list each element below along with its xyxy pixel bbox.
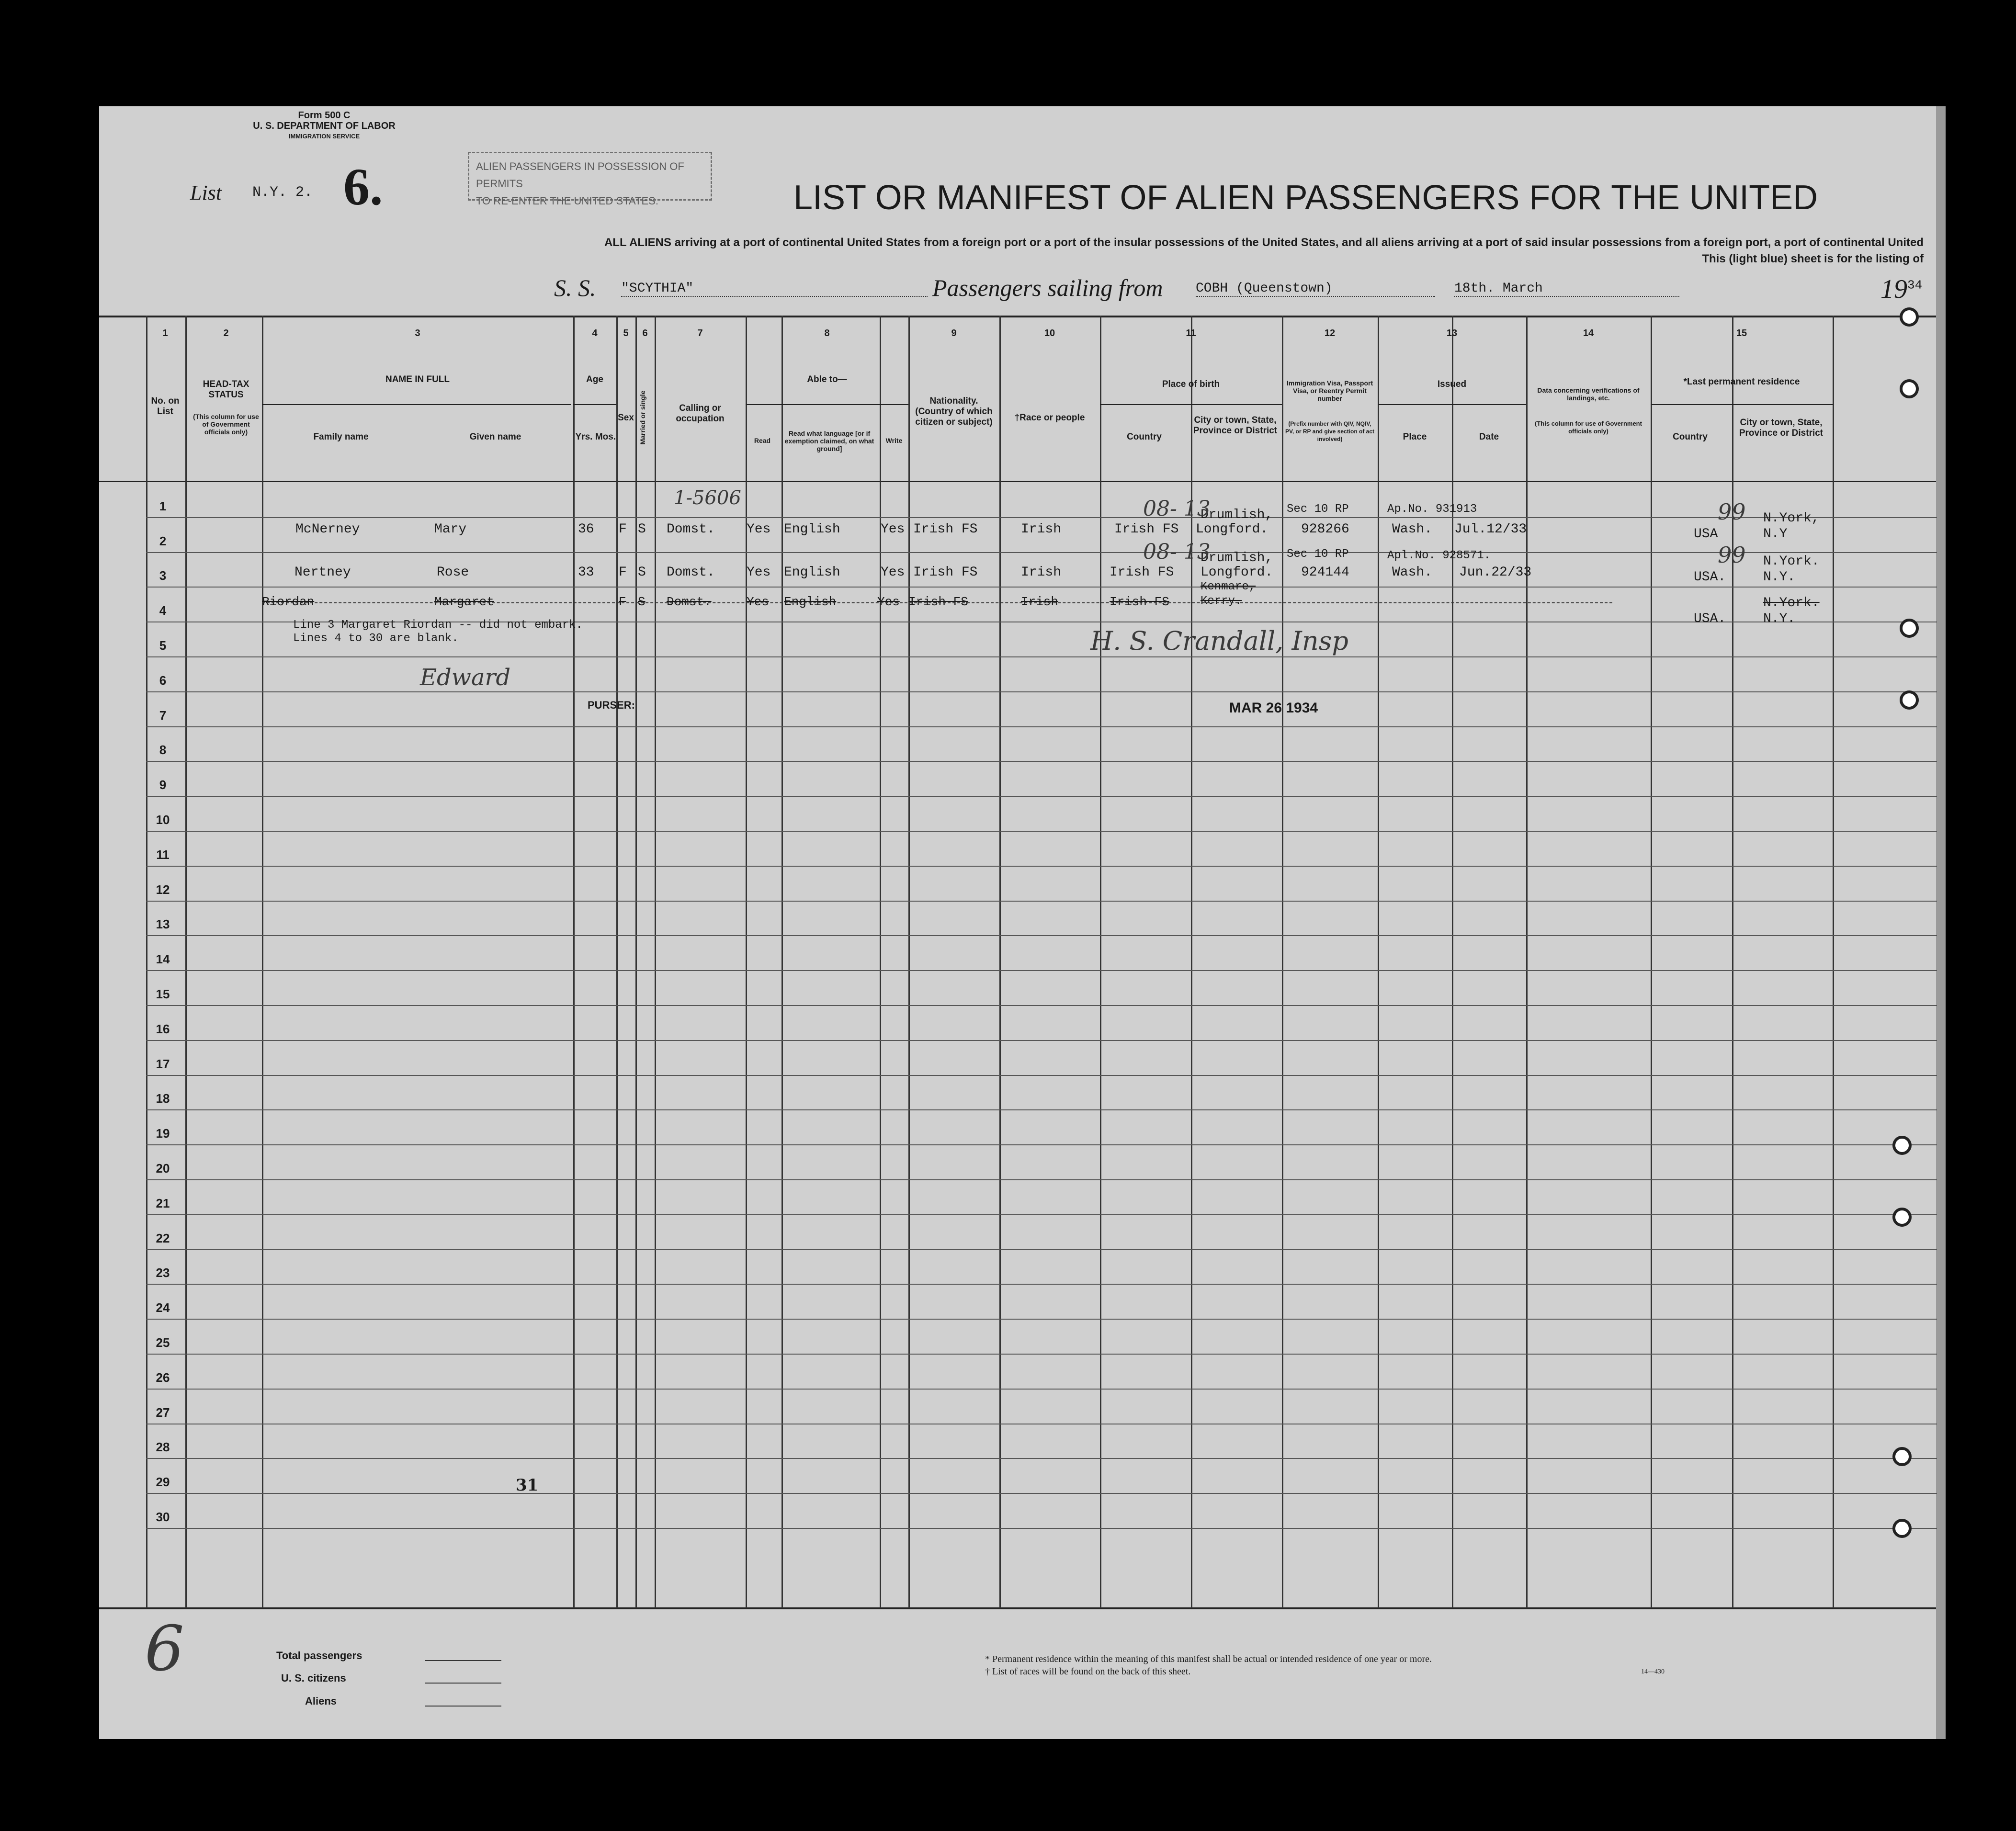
header-calling: Calling or occupation [676, 403, 725, 424]
row-rule [146, 970, 1937, 971]
colnum-7: 7 [697, 328, 703, 339]
pob-district: Longford. [1196, 522, 1268, 537]
age-years: 33 [578, 565, 594, 580]
residence-state: N.Y. [1763, 611, 1796, 626]
header-sex: Sex [618, 413, 634, 423]
marital: S [638, 565, 646, 580]
issued-place: Wash. [1392, 565, 1433, 580]
can-read: Yes [747, 565, 771, 580]
colnum-10: 10 [1044, 328, 1055, 339]
sex: F [619, 595, 626, 609]
binder-hole [1900, 379, 1919, 398]
sailing-port: COBH (Queenstown) [1196, 281, 1435, 297]
header-place-of-birth: Place of birth [1162, 379, 1220, 389]
issued-place: Wash. [1392, 522, 1433, 537]
header-mos: Mos. [595, 432, 616, 442]
pob-city: Drumlish, [1201, 551, 1273, 565]
colnum-13: 13 [1446, 328, 1458, 339]
row-rule [146, 901, 1937, 902]
header-read-language: Read what language [or if exemption claimed, on what ground] [784, 429, 874, 452]
residence-state: N.Y. [1763, 570, 1796, 585]
row-number: 30 [156, 1510, 170, 1524]
binder-hole [1900, 307, 1919, 327]
column-rule [655, 316, 656, 1608]
colnum-14: 14 [1583, 328, 1594, 339]
us-citizens-label: U. S. citizens [281, 1672, 346, 1684]
line3-note: Line 3 Margaret Riordan -- did not embark. [293, 619, 583, 632]
subheader-rule [1651, 404, 1833, 405]
column-rule [880, 316, 881, 1608]
row-number: 4 [159, 603, 167, 618]
stamp-line-1: ALIEN PASSENGERS IN POSSESSION OF PERMITS [476, 160, 684, 190]
header-res-country: Country [1673, 432, 1708, 442]
residence-city: N.York. [1763, 554, 1820, 569]
row-number: 25 [156, 1335, 170, 1350]
inspection-date-stamp: MAR 26 1934 [1229, 700, 1318, 716]
row-number: 17 [156, 1056, 170, 1071]
colnum-11: 11 [1186, 328, 1196, 339]
column-rule [1100, 316, 1101, 1608]
header-family-name: Family name [313, 432, 369, 442]
form-number: Form 500 C [298, 110, 351, 121]
column-rule [1282, 316, 1283, 1608]
sex: F [619, 565, 627, 580]
aliens-line [425, 1706, 501, 1707]
header-head-tax: HEAD-TAX STATUS [203, 379, 249, 400]
language: English [784, 595, 837, 609]
row-rule [146, 1040, 1937, 1041]
residence-country: USA. [1694, 611, 1726, 626]
row-rule [146, 1109, 1937, 1110]
pob-district: Longford. [1201, 565, 1273, 580]
pob-district: Kerry. [1201, 595, 1242, 608]
subtitle-line-1: ALL ALIENS arriving at a port of continental United States from a foreign port or a port of the insular possessions of the United States, and all aliens arriving at a port of said insular possessions from a foreign port, a port of continental United [604, 236, 1924, 249]
header-age: Age [586, 374, 603, 384]
manifest-sheet [99, 106, 1946, 1739]
given-name: Mary [434, 522, 467, 537]
row-number: 28 [156, 1440, 170, 1455]
row-rule [146, 1528, 1937, 1529]
handwritten-page-number: 6 [145, 1612, 184, 1685]
column-rule [1833, 316, 1834, 1608]
stamp-line-2: TO RE-ENTER THE UNITED STATES. [476, 195, 658, 207]
binder-hole [1892, 1519, 1912, 1538]
row-rule [146, 1249, 1937, 1250]
row-number: 24 [156, 1300, 170, 1315]
subheader-rule [1100, 404, 1282, 405]
subtitle-line-2: This (light blue) sheet is for the listing of [1702, 252, 1924, 265]
row-number: 1 [159, 498, 167, 513]
binder-hole [1892, 1447, 1912, 1466]
occupation: Domst. [667, 595, 712, 609]
header-race: †Race or people [1014, 413, 1085, 423]
department: U. S. DEPARTMENT OF LABOR [253, 121, 396, 131]
row-rule [146, 1179, 1937, 1180]
row-number: 3 [159, 568, 167, 583]
residence-city: N.York. [1763, 596, 1820, 610]
row-rule [146, 1354, 1937, 1355]
header-landings: Data concerning verifications of landings, etc. [1537, 386, 1640, 402]
issued-date: Jun.22/33 [1459, 565, 1532, 580]
colnum-3: 3 [415, 328, 420, 339]
colnum-4: 4 [592, 328, 598, 339]
header-issued: Issued [1437, 379, 1467, 389]
colnum-9: 9 [951, 328, 957, 339]
colnum-6: 6 [642, 328, 648, 339]
family-name: Riordan [262, 595, 315, 609]
list-number: 6. [343, 158, 383, 216]
inspector-signature: H. S. Crandall, Insp [1090, 626, 1348, 656]
column-rule [1651, 316, 1652, 1608]
handwritten-99-1: 99 [1718, 499, 1746, 525]
binder-hole [1900, 690, 1919, 710]
us-citizens-line [425, 1683, 501, 1684]
subheader-rule [262, 404, 571, 405]
row-number: 19 [156, 1126, 170, 1141]
row-rule [146, 1493, 1937, 1494]
race: Irish [1021, 595, 1059, 609]
visa-number: 928266 [1301, 522, 1349, 537]
given-name: Rose [437, 565, 469, 580]
subtitle [449, 235, 1924, 267]
row-rule [146, 517, 1937, 518]
header-pob-city: City or town, State, Province or District [1193, 415, 1278, 436]
binder-hole [1892, 1136, 1912, 1155]
cancel-strike-line [262, 602, 1612, 604]
race: Irish [1021, 565, 1062, 580]
age-years: 36 [578, 522, 594, 537]
row-number: 8 [159, 743, 167, 757]
header-no-on-list: No. on List [151, 396, 180, 417]
row-rule [146, 691, 1937, 692]
row-number: 9 [159, 778, 167, 792]
marital: S [638, 595, 646, 609]
header-landings-note: (This column for use of Government officials only) [1535, 420, 1642, 435]
row-number: 27 [156, 1405, 170, 1420]
row-number: 22 [156, 1231, 170, 1245]
table-bottom-rule [99, 1607, 1936, 1609]
header-residence: *Last permanent residence [1683, 377, 1800, 387]
table-top-rule [99, 316, 1936, 317]
colnum-15: 15 [1736, 328, 1747, 339]
row-rule [146, 1389, 1937, 1390]
column-rule [616, 316, 618, 1608]
row-rule [146, 1075, 1937, 1076]
occupation: Domst. [667, 522, 715, 537]
total-passengers-label: Total passengers [276, 1650, 362, 1661]
row-rule [146, 831, 1937, 832]
row-rule [146, 552, 1937, 553]
header-married: Married or single [639, 390, 646, 445]
pob-country: Irish FS [1110, 595, 1169, 609]
header-able-to: Able to— [807, 374, 847, 384]
row-number: 12 [156, 882, 170, 897]
aliens-label: Aliens [305, 1695, 337, 1707]
row-rule [146, 1214, 1937, 1215]
header-head-tax-note: (This column for use of Government officials only) [193, 413, 259, 436]
pob-country: Irish FS [1114, 522, 1179, 537]
occupation: Domst. [667, 565, 715, 580]
row-rule [146, 1144, 1937, 1145]
subheader-rule [1378, 404, 1526, 405]
column-rule [635, 316, 637, 1608]
row-number: 5 [159, 638, 167, 653]
row-number: 21 [156, 1196, 170, 1210]
row-rule [146, 935, 1937, 936]
total-passengers-line [425, 1660, 501, 1661]
handwritten-code-2: 08- 13 [1143, 540, 1211, 564]
header-issued-date: Date [1479, 432, 1499, 442]
service: IMMIGRATION SERVICE [288, 133, 360, 140]
ss-label: S. S. [554, 274, 596, 301]
row-rule [146, 866, 1937, 867]
residence-city: N.York, [1763, 511, 1820, 526]
column-rule [262, 316, 263, 1608]
column-rule [573, 316, 575, 1608]
colnum-12: 12 [1324, 328, 1336, 339]
colnum-2: 2 [223, 328, 229, 339]
footnote-code: 14—430 [1641, 1668, 1665, 1675]
issued-date: Jul.12/33 [1454, 522, 1527, 537]
pob-country: Irish FS [1110, 565, 1174, 580]
colnum-8: 8 [824, 328, 830, 339]
sailing-date: 18th. March [1454, 281, 1679, 297]
header-res-city: City or town, State, Province or District [1739, 418, 1823, 438]
footnote-races: † List of races will be found on the back of this sheet. [985, 1666, 1191, 1677]
row-rule [146, 1319, 1937, 1320]
page-count: 31 [516, 1476, 539, 1495]
can-write: Yes [877, 595, 900, 609]
family-name: McNerney [295, 522, 360, 537]
header-given-name: Given name [469, 432, 521, 442]
sailing-label: Passengers sailing from [932, 274, 1163, 301]
row-number: 26 [156, 1370, 170, 1385]
column-rule [746, 316, 747, 1608]
row-number: 2 [159, 533, 167, 548]
residence-country: USA [1694, 527, 1718, 542]
row-number: 14 [156, 952, 170, 967]
binder-hole [1900, 619, 1919, 638]
column-rule [781, 316, 783, 1608]
year-suffix: 34 [1907, 278, 1923, 293]
row-rule [146, 796, 1937, 797]
visa-number: 924144 [1301, 565, 1349, 580]
footnote-residence: * Permanent residence within the meaning of this manifest shall be actual or intended residence of one year or more. [985, 1654, 1432, 1664]
pob-city: Kenmare, [1201, 580, 1256, 593]
can-read: Yes [747, 522, 771, 537]
row-number: 18 [156, 1091, 170, 1106]
row-rule [146, 656, 1937, 657]
residence-state: N.Y [1763, 527, 1788, 542]
header-yrs: Yrs. [575, 432, 593, 442]
year [1880, 274, 1922, 305]
row-rule [146, 761, 1937, 762]
column-rule [1378, 316, 1379, 1608]
ship-name: "SCYTHIA" [621, 281, 928, 297]
row-number: 7 [159, 708, 167, 723]
sex: F [619, 522, 627, 537]
row-number: 6 [159, 673, 167, 688]
purser-signature: Edward [420, 664, 511, 691]
header-nationality: Nationality. (Country of which citizen or subject) [915, 396, 993, 427]
handwritten-lang-code: 1-5606 [674, 487, 741, 509]
header-visa-note: (Prefix number with QIV, NQIV, PV, or RP and give section of act involved) [1285, 420, 1375, 442]
handwritten-code-1: 08- 13 [1143, 497, 1211, 521]
column-rule [1526, 316, 1528, 1608]
row-number: 20 [156, 1161, 170, 1175]
row-number: 10 [156, 813, 170, 827]
header-visa: Immigration Visa, Passport Visa, or Reentry Permit number [1286, 379, 1373, 402]
header-pob-country: Country [1127, 432, 1162, 442]
nationality: Irish FS [913, 522, 978, 537]
language: English [784, 565, 840, 580]
marital: S [638, 522, 646, 537]
colnum-1: 1 [162, 328, 168, 339]
row-rule [146, 726, 1937, 727]
application-number: Apl.No. 928571. [1387, 549, 1491, 562]
row-rule [146, 1284, 1937, 1285]
family-name: Nertney [294, 565, 351, 580]
can-write: Yes [881, 522, 905, 537]
visa-section: Sec 10 RP [1287, 548, 1349, 561]
can-write: Yes [881, 565, 905, 580]
purser-label: PURSER: [588, 699, 635, 711]
blank-lines-note: Lines 4 to 30 are blank. [293, 632, 459, 645]
handwritten-99-2: 99 [1718, 542, 1746, 568]
header-bottom-rule [99, 481, 1936, 482]
pob-city: Drumlish, [1201, 508, 1273, 522]
header-read: Read [754, 437, 771, 444]
residence-country: USA. [1694, 570, 1726, 585]
subheader-rule [746, 404, 908, 405]
row-number: 15 [156, 987, 170, 1001]
list-label: List [190, 181, 222, 204]
row-number: 16 [156, 1021, 170, 1036]
row-number: 29 [156, 1475, 170, 1490]
nationality: Irish FS [913, 565, 978, 580]
row-rule [146, 1458, 1937, 1459]
column-rule [185, 316, 187, 1608]
binder-hole [1892, 1208, 1912, 1227]
form-header-block [252, 110, 396, 142]
visa-section: Sec 10 RP [1287, 503, 1349, 516]
row-rule [146, 1005, 1937, 1006]
language: English [784, 522, 840, 537]
subheader-rule [573, 404, 616, 405]
row-rule [146, 587, 1937, 588]
header-write: Write [885, 437, 903, 444]
header-name-in-full: NAME IN FULL [385, 374, 450, 384]
row-number: 11 [156, 847, 170, 862]
race: Irish [1021, 522, 1062, 537]
re-entry-stamp [468, 152, 712, 207]
colnum-5: 5 [623, 328, 629, 339]
given-name: Margaret [434, 595, 494, 609]
page-title: LIST OR MANIFEST OF ALIEN PASSENGERS FOR THE UNITED [793, 179, 1818, 217]
can-read: Yes [747, 595, 769, 609]
row-number: 23 [156, 1266, 170, 1280]
column-rule [999, 316, 1001, 1608]
application-number: Ap.No. 931913 [1387, 503, 1477, 516]
column-rule [908, 316, 910, 1608]
list-value: N.Y. 2. [252, 184, 313, 201]
header-issued-place: Place [1403, 432, 1427, 442]
year-prefix: 19 [1880, 274, 1907, 304]
nationality: Irish FS [908, 595, 968, 609]
row-number: 13 [156, 917, 170, 932]
